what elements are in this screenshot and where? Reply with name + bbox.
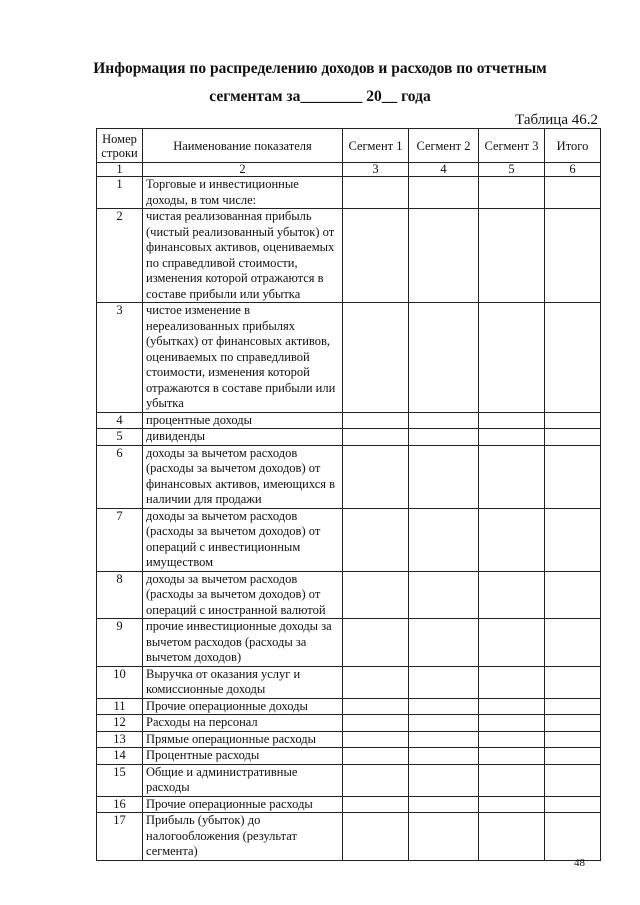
- segment-3-cell: [479, 303, 545, 413]
- segment-3-cell: [479, 209, 545, 303]
- total-cell: [545, 715, 601, 732]
- total-cell: [545, 619, 601, 667]
- header-row-number: Номер строки: [97, 129, 143, 163]
- segment-3-cell: [479, 731, 545, 748]
- total-cell: [545, 666, 601, 698]
- table-row: [97, 429, 601, 446]
- segment-3-cell: [479, 748, 545, 765]
- row-number: 6: [97, 445, 143, 508]
- document-title-line-1: Информация по распределению доходов и расходов по отчетным: [93, 60, 547, 77]
- row-name: Выручка от оказания услуг и комиссионные доходы: [143, 666, 343, 698]
- segment-3-cell: [479, 813, 545, 861]
- segment-2-cell: [409, 177, 479, 209]
- row-number: 12: [97, 715, 143, 732]
- table-row: [97, 508, 601, 571]
- segment-3-cell: [479, 571, 545, 619]
- table-row: [97, 715, 601, 732]
- row-name: Торговые и инвестиционные доходы, в том числе:: [143, 177, 343, 209]
- column-numbers-row: [97, 163, 601, 177]
- table-row: [97, 303, 601, 413]
- segment-1-cell: [343, 813, 409, 861]
- header-segment-2: Сегмент 2: [409, 129, 479, 163]
- table-row: [97, 731, 601, 748]
- row-number: 11: [97, 698, 143, 715]
- total-cell: [545, 748, 601, 765]
- segment-2-cell: [409, 796, 479, 813]
- total-cell: [545, 429, 601, 446]
- table-row: [97, 666, 601, 698]
- row-number: 10: [97, 666, 143, 698]
- segment-2-cell: [409, 715, 479, 732]
- row-number: 17: [97, 813, 143, 861]
- total-cell: [545, 412, 601, 429]
- segment-3-cell: [479, 764, 545, 796]
- row-number: 8: [97, 571, 143, 619]
- segment-2-cell: [409, 731, 479, 748]
- segment-1-cell: [343, 748, 409, 765]
- table-row: [97, 748, 601, 765]
- segment-1-cell: [343, 731, 409, 748]
- row-name: доходы за вычетом расходов (расходы за вычетом доходов) от операций с инвестиционным имуществом: [143, 508, 343, 571]
- table-row: [97, 177, 601, 209]
- table-header-row: [97, 129, 601, 163]
- row-name: доходы за вычетом расходов (расходы за вычетом доходов) от операций с иностранной валютой: [143, 571, 343, 619]
- row-number: 4: [97, 412, 143, 429]
- row-name: доходы за вычетом расходов (расходы за вычетом доходов) от финансовых активов, имеющихся в наличии для продажи: [143, 445, 343, 508]
- table-body: [97, 177, 601, 861]
- total-cell: [545, 445, 601, 508]
- row-number: 5: [97, 429, 143, 446]
- segment-2-cell: [409, 303, 479, 413]
- total-cell: [545, 508, 601, 571]
- row-name: чистая реализованная прибыль (чистый реализованный убыток) от финансовых активов, оцениваемых по справедливой стоимости, изменения которой отражаются в составе прибыли или убытка: [143, 209, 343, 303]
- segment-1-cell: [343, 412, 409, 429]
- document-title-line-2: сегментам за________ 20__ года: [209, 88, 431, 105]
- total-cell: [545, 303, 601, 413]
- row-number: 7: [97, 508, 143, 571]
- table-row: [97, 209, 601, 303]
- segment-3-cell: [479, 508, 545, 571]
- segment-1-cell: [343, 619, 409, 667]
- row-number: 15: [97, 764, 143, 796]
- table-row: [97, 796, 601, 813]
- segment-2-cell: [409, 508, 479, 571]
- table-row: [97, 412, 601, 429]
- table-row: [97, 764, 601, 796]
- segment-1-cell: [343, 666, 409, 698]
- segment-1-cell: [343, 445, 409, 508]
- total-cell: [545, 209, 601, 303]
- row-name: Общие и административные расходы: [143, 764, 343, 796]
- row-number: 13: [97, 731, 143, 748]
- row-number: 14: [97, 748, 143, 765]
- table-row: [97, 571, 601, 619]
- segment-3-cell: [479, 619, 545, 667]
- segment-3-cell: [479, 666, 545, 698]
- total-cell: [545, 698, 601, 715]
- segment-1-cell: [343, 715, 409, 732]
- segment-table: [96, 128, 601, 861]
- table-label: Таблица 46.2: [515, 112, 598, 128]
- header-segment-3: Сегмент 3: [479, 129, 545, 163]
- row-number: 16: [97, 796, 143, 813]
- column-number: 2: [143, 163, 343, 177]
- segment-2-cell: [409, 666, 479, 698]
- segment-2-cell: [409, 619, 479, 667]
- row-name: процентные доходы: [143, 412, 343, 429]
- header-total: Итого: [545, 129, 601, 163]
- column-number: 4: [409, 163, 479, 177]
- segment-3-cell: [479, 698, 545, 715]
- row-name: прочие инвестиционные доходы за вычетом расходов (расходы за вычетом доходов): [143, 619, 343, 667]
- row-name: Процентные расходы: [143, 748, 343, 765]
- segment-2-cell: [409, 209, 479, 303]
- page-number: 48: [574, 857, 585, 869]
- segment-1-cell: [343, 764, 409, 796]
- segment-2-cell: [409, 764, 479, 796]
- table-row: [97, 698, 601, 715]
- segment-1-cell: [343, 177, 409, 209]
- segment-3-cell: [479, 715, 545, 732]
- row-name: чистое изменение в нереализованных прибылях (убытках) от финансовых активов, оцениваемых по справедливой стоимости, изменения которой отражаются в составе прибыли или убытка: [143, 303, 343, 413]
- total-cell: [545, 796, 601, 813]
- total-cell: [545, 571, 601, 619]
- row-name: Прибыль (убыток) до налогообложения (результат сегмента): [143, 813, 343, 861]
- header-indicator-name: Наименование показателя: [143, 129, 343, 163]
- row-name: дивиденды: [143, 429, 343, 446]
- segment-2-cell: [409, 429, 479, 446]
- segment-2-cell: [409, 571, 479, 619]
- total-cell: [545, 177, 601, 209]
- segment-3-cell: [479, 177, 545, 209]
- segment-2-cell: [409, 748, 479, 765]
- segment-2-cell: [409, 813, 479, 861]
- row-number: 9: [97, 619, 143, 667]
- total-cell: [545, 813, 601, 861]
- total-cell: [545, 731, 601, 748]
- segment-2-cell: [409, 412, 479, 429]
- column-number: 3: [343, 163, 409, 177]
- column-number: 1: [97, 163, 143, 177]
- segment-2-cell: [409, 445, 479, 508]
- row-number: 2: [97, 209, 143, 303]
- segment-1-cell: [343, 796, 409, 813]
- segment-1-cell: [343, 303, 409, 413]
- row-name: Прямые операционные расходы: [143, 731, 343, 748]
- segment-3-cell: [479, 412, 545, 429]
- table-row: [97, 445, 601, 508]
- header-segment-1: Сегмент 1: [343, 129, 409, 163]
- segment-2-cell: [409, 698, 479, 715]
- total-cell: [545, 764, 601, 796]
- row-name: Прочие операционные доходы: [143, 698, 343, 715]
- row-number: 3: [97, 303, 143, 413]
- segment-3-cell: [479, 445, 545, 508]
- row-name: Прочие операционные расходы: [143, 796, 343, 813]
- segment-1-cell: [343, 571, 409, 619]
- row-number: 1: [97, 177, 143, 209]
- segment-1-cell: [343, 209, 409, 303]
- column-number: 6: [545, 163, 601, 177]
- table-row: [97, 619, 601, 667]
- table-row: [97, 813, 601, 861]
- segment-3-cell: [479, 796, 545, 813]
- segment-3-cell: [479, 429, 545, 446]
- segment-1-cell: [343, 429, 409, 446]
- row-name: Расходы на персонал: [143, 715, 343, 732]
- segment-1-cell: [343, 698, 409, 715]
- column-number: 5: [479, 163, 545, 177]
- segment-1-cell: [343, 508, 409, 571]
